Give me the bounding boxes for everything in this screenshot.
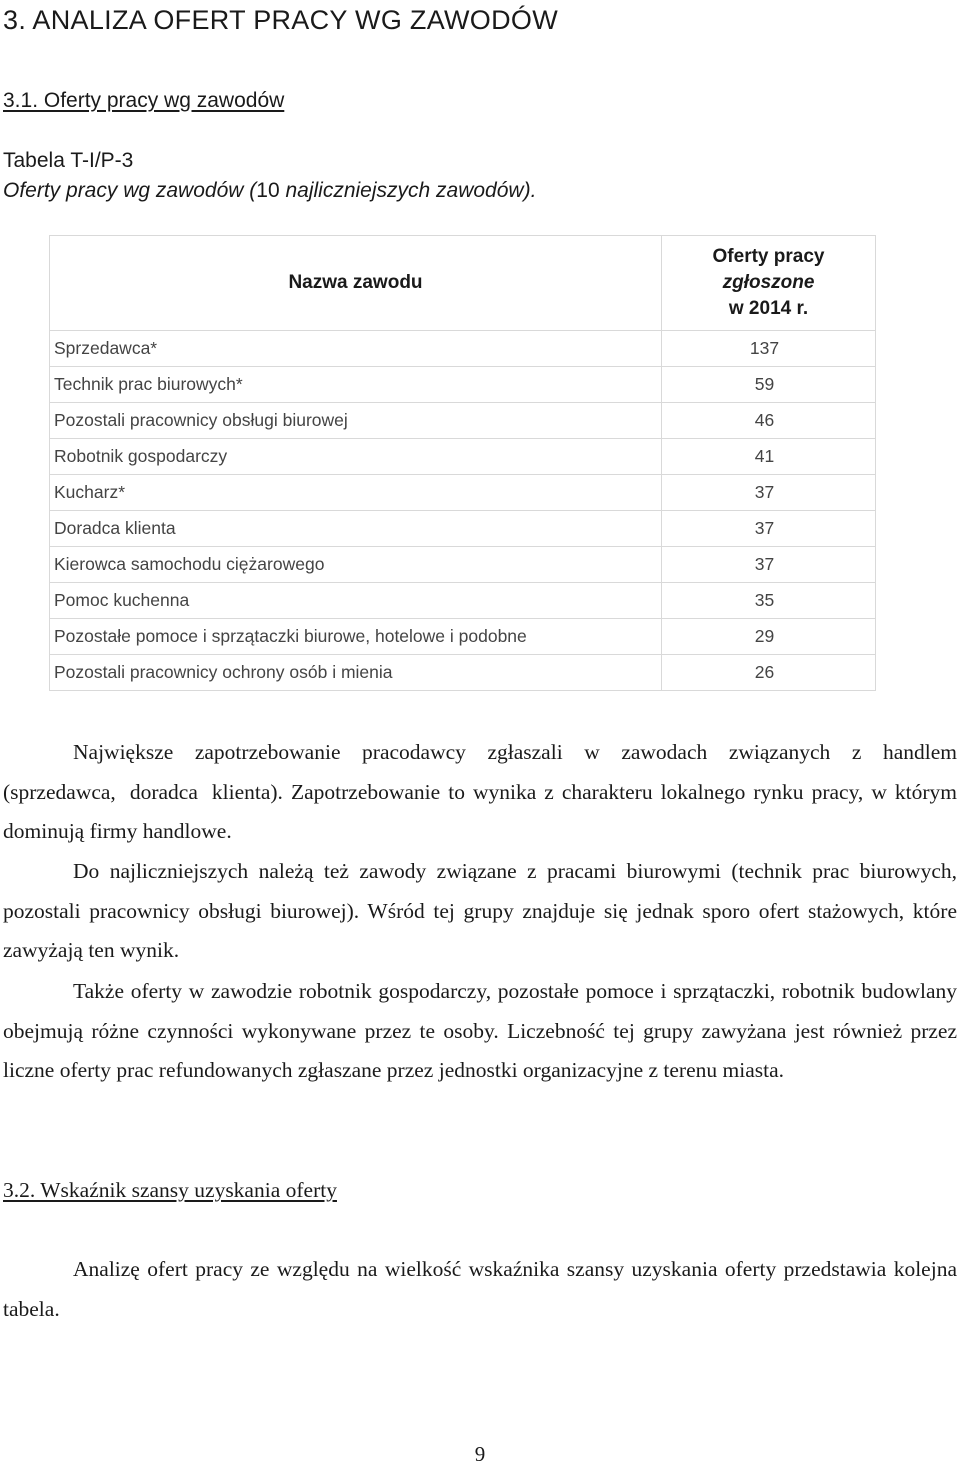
paragraph-1-part2: Zapotrzebowanie to wynika z charakteru lokalnego rynku pracy, w którym dominują firmy handlowe. bbox=[3, 779, 957, 843]
paragraph-3 bbox=[3, 972, 957, 1091]
offers-count: 35 bbox=[662, 583, 876, 619]
paragraph-4-text: Analizę ofert pracy ze względu na wielkość wskaźnika szansy uzyskania oferty przedstawia kolejna tabela. bbox=[3, 1257, 957, 1321]
table-row bbox=[50, 331, 876, 367]
offers-count: 37 bbox=[662, 475, 876, 511]
header-offers-line3: w 2014 r. bbox=[728, 298, 809, 319]
offers-count: 29 bbox=[662, 619, 876, 655]
offers-count: 137 bbox=[662, 331, 876, 367]
table-row bbox=[50, 403, 876, 439]
table-row bbox=[50, 547, 876, 583]
table-id: Tabela T-I/P-3 bbox=[3, 149, 134, 172]
table-caption-part2: 10 bbox=[256, 179, 286, 202]
table-header-row bbox=[50, 236, 876, 331]
paragraph-3-text: Także oferty w zawodzie robotnik gospodarczy, pozostałe pomoce i sprzątaczki, robotnik budowlany obejmują różne czynności wykonywane przez te osoby. Liczebność tej grupy zawyżana jest również przez liczne oferty prac refundowanych zgłaszane przez jednostki organizacyjne z terenu miasta. bbox=[3, 979, 957, 1082]
occupation-name: Pozostałe pomoce i sprzątaczki biurowe, hotelowe i podobne bbox=[50, 619, 662, 655]
offers-count: 37 bbox=[662, 547, 876, 583]
table-row bbox=[50, 475, 876, 511]
table-caption-part3: najliczniejszych zawodów). bbox=[285, 179, 537, 202]
occupation-name: Pozostali pracownicy obsługi biurowej bbox=[50, 403, 662, 439]
occupation-name: Robotnik gospodarczy bbox=[50, 439, 662, 475]
section-title-3-2-text: 3.2. Wskaźnik szansy uzyskania oferty bbox=[3, 1178, 337, 1202]
section-title-3-2 bbox=[3, 1175, 337, 1205]
occupation-name: Technik prac biurowych* bbox=[50, 367, 662, 403]
table-caption bbox=[3, 176, 536, 206]
table-row bbox=[50, 439, 876, 475]
section-title-3-1 bbox=[3, 86, 284, 116]
occupation-name: Pomoc kuchenna bbox=[50, 583, 662, 619]
table-row bbox=[50, 655, 876, 691]
table-row bbox=[50, 511, 876, 547]
header-job-offers bbox=[662, 236, 876, 331]
table-row bbox=[50, 367, 876, 403]
header-occupation-name: Nazwa zawodu bbox=[50, 236, 662, 331]
occupation-name: Doradca klienta bbox=[50, 511, 662, 547]
offers-count: 46 bbox=[662, 403, 876, 439]
paragraph-4 bbox=[3, 1250, 957, 1329]
occupations-table bbox=[49, 235, 876, 691]
page-number: 9 bbox=[474, 1442, 486, 1466]
offers-count: 26 bbox=[662, 655, 876, 691]
occupation-name: Sprzedawca* bbox=[50, 331, 662, 367]
table-caption-part1: Oferty pracy wg zawodów ( bbox=[3, 179, 257, 202]
table-row bbox=[50, 619, 876, 655]
header-offers-line1: Oferty pracy bbox=[712, 246, 825, 267]
occupation-name: Kierowca samochodu ciężarowego bbox=[50, 547, 662, 583]
paragraph-2-text: Do najliczniejszych należą też zawody związane z pracami biurowymi (technik prac biurowych, pozostali pracownicy obsługi biurowej). Wśród tej grupy znajduje się jednak sporo ofert stażowych, które zawyżają ten wynik. bbox=[3, 859, 957, 962]
offers-count: 41 bbox=[662, 439, 876, 475]
header-offers-line2: zgłoszone bbox=[722, 272, 815, 293]
occupation-name: Kucharz* bbox=[50, 475, 662, 511]
chapter-title: 3. ANALIZA OFERT PRACY WG ZAWODÓW bbox=[3, 5, 558, 35]
offers-count: 37 bbox=[662, 511, 876, 547]
paragraph-2 bbox=[3, 852, 957, 971]
paragraph-1-part1: Największe zapotrzebowanie pracodawcy zgłaszali w zawodach związanych z handlem (sprzedawca, doradca klienta). bbox=[3, 740, 957, 804]
paragraph-1 bbox=[3, 733, 957, 852]
section-title-3-1-text: 3.1. Oferty pracy wg zawodów bbox=[3, 89, 285, 112]
occupation-name: Pozostali pracownicy ochrony osób i mienia bbox=[50, 655, 662, 691]
offers-count: 59 bbox=[662, 367, 876, 403]
table-row bbox=[50, 583, 876, 619]
